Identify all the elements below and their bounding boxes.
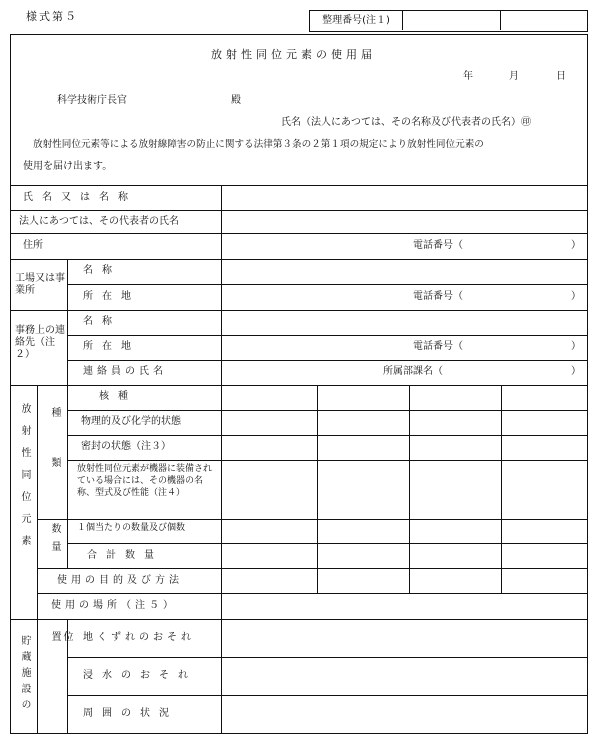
addressee-name: 科学技術庁長官	[57, 95, 127, 106]
label-contact: 事務上の連絡先（注２）	[15, 325, 65, 360]
date-month: 月	[509, 71, 519, 82]
reference-divider	[500, 11, 501, 30]
label-surroundings: 周囲の状況	[83, 708, 178, 719]
address-phone-close: ）	[571, 240, 581, 251]
label-total: 合計数量	[87, 550, 163, 561]
contact-phone-close: ）	[571, 341, 581, 352]
applicant-line: 氏名（法人にあつては、その名称及び代表者の氏名）㊞	[281, 117, 531, 128]
factory-phone-close: ）	[571, 291, 581, 302]
label-position: 位置	[49, 631, 72, 691]
label-quantity: 数量	[49, 523, 60, 559]
preamble-line-2: 使用を届け出ます。	[23, 161, 113, 172]
address-phone: 電話番号（	[413, 240, 463, 251]
label-place: 使用の場所（注５）	[51, 600, 177, 611]
label-kind: 種類	[49, 407, 60, 507]
label-factory: 工場又は事業所	[15, 273, 65, 296]
label-state: 物理的及び化学的状態	[81, 416, 181, 427]
contact-phone: 電話番号（	[413, 341, 463, 352]
form-title: 放射性同位元素の使用届	[211, 48, 376, 61]
label-landslide: 地くずれのおそれ	[83, 632, 195, 643]
form-number: 様式第５	[26, 10, 78, 23]
label-purpose: 使用の目的及び方法	[57, 575, 183, 586]
label-contact-location: 所在地	[83, 341, 140, 352]
label-contact-name: 名称	[83, 316, 121, 327]
label-factory-name: 名称	[83, 265, 121, 276]
label-nuclide: 核種	[99, 391, 137, 402]
date-year: 年	[463, 71, 473, 82]
label-contact-person: 連絡員の氏名	[83, 366, 167, 377]
label-factory-location: 所在地	[83, 291, 140, 302]
label-storage: 貯蔵施設の	[19, 635, 30, 715]
label-per-unit: １個当たりの数量及び個数	[77, 523, 186, 533]
label-flood: 浸水のおそれ	[83, 670, 197, 681]
label-address: 住所	[23, 240, 43, 251]
label-radioisotope: 放射性同位元素	[19, 403, 30, 557]
addressee-honorific: 殿	[231, 95, 241, 106]
contact-department-close: ）	[571, 366, 581, 377]
preamble-line-1: 放射性同位元素等による放射線障害の防止に関する法律第３条の２第１項の規定により放射性同位元素の	[33, 139, 484, 150]
label-seal: 密封の状態（注３）	[81, 441, 171, 452]
factory-phone: 電話番号（	[413, 291, 463, 302]
contact-department: 所属部課名（	[383, 366, 443, 377]
reference-number-label: 整理番号(注１)	[310, 11, 403, 30]
reference-number-box	[309, 10, 588, 32]
label-name: 氏名又は名称	[23, 192, 137, 203]
label-device: 放射性同位元素が機器に装備されている場合には、その機器の名称、型式及び性能（注４）	[77, 464, 213, 498]
date-day: 日	[556, 71, 566, 82]
form-frame	[10, 34, 588, 734]
label-representative: 法人にあつては、その代表者の氏名	[19, 216, 179, 227]
